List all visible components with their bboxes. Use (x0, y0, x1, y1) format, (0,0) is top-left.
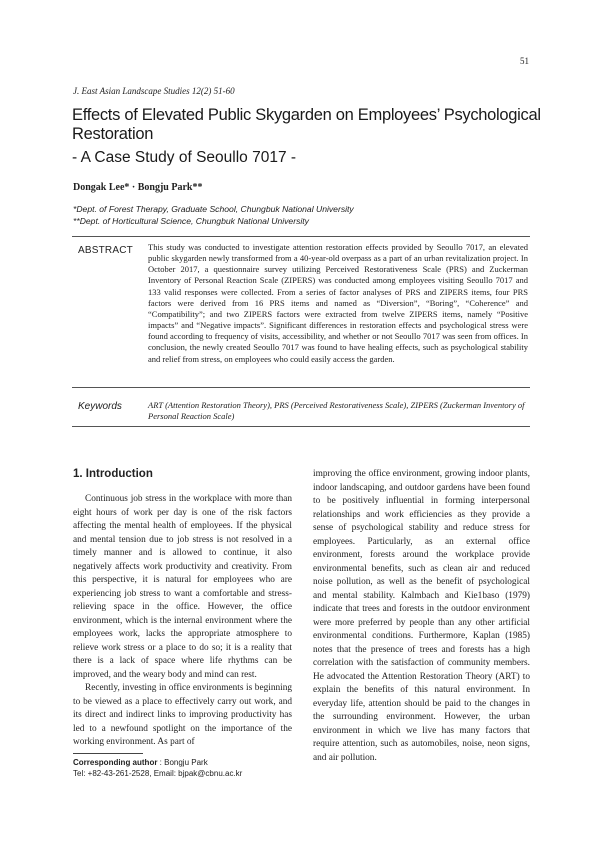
corresponding-name: : Bongju Park (157, 758, 208, 767)
body-paragraph: Recently, investing in office environments is beginning to be viewed as a place to effectively carry out work, and its direct and indirect links to improving productivity has led to a newfound spotlight on the importance of the working environment. As part of (73, 683, 292, 747)
paper-title: Effects of Elevated Public Skygarden on Employees’ Psychological Restoration (72, 106, 541, 143)
author-list: Dongak Lee* · Bongju Park** (73, 182, 203, 193)
abstract-text: This study was conducted to investigate attention restoration effects provided by Seoullo 7017, an elevated public skygarden newly transformed from a 40-year-old overpass as a part of an urban revitalization project. In October 2017, a questionnaire survey utilizing Perceived Restorativeness Scale (PRS) and Zuckerman Inventory of Personal Reaction Scale (ZIPERS) was conducted among employees visiting Seoullo 7017 and 133 valid responses were collected. From a series of factor analyses of PRS and ZIPERS items, four PRS factors were derived from 16 PRS items and named as “Diversion”, “Boring”, “Coherence” and “Compatibility”; and two ZIPERS factors were extracted from twelve ZIPERS items, namely “Positive impacts” and “Negative impacts”. Significant differences in restoration effects and psychological stress were found according to frequency of visits, accessibility, and whether or not Seoullo 7017 was seen from offices. In conclusion, the newly created Seoullo 7017 was found to have healing effects, such as psychological stability and relief from stress, on employees who could easily access the garden. (148, 242, 528, 364)
contact-info: Tel: +82-43-261-2528, Email: bjpak@cbnu.ac.kr (73, 769, 243, 778)
corresponding-label: Corresponding author (73, 758, 158, 767)
keywords-bottom-rule (72, 426, 530, 427)
corresponding-author (73, 758, 208, 767)
affiliation-2: **Dept. of Horticultural Science, Chungbuk National University (73, 216, 309, 226)
abstract-label: ABSTRACT (78, 245, 133, 256)
body-paragraph: Continuous job stress in the workplace with more than eight hours of work per day is one of the risk factors affecting the mental health of employees. If the physical and mental tension due to job stress is not resolved in a timely manner and is allowed to continue, it also negatively affects work productivity and creativity. From this perspective, it is natural for employees who are experiencing job stress to want a comfortable and stress-relieving space in the office. However, the office environment, which is the internal environment where the employees work, lacks the appropriate atmosphere to relieve work stress or a place to do so; it is a reality that there is a lack of space where life rhythms can be improved, and the weary body and mind can rest. (73, 494, 292, 680)
section-heading: 1. Introduction (73, 468, 153, 480)
keywords-text: ART (Attention Restoration Theory), PRS (Perceived Restorativeness Scale), ZIPERS (Zuckerman Inventory of Personal Reaction Scale) (148, 400, 525, 422)
paper-subtitle: - A Case Study of Seoullo 7017 - (72, 149, 297, 166)
body-column-left (73, 493, 292, 750)
body-column-right (313, 468, 530, 765)
affiliation-1: *Dept. of Forest Therapy, Graduate School, Chungbuk National University (73, 204, 354, 214)
footnote-rule (73, 753, 143, 754)
journal-citation: J. East Asian Landscape Studies 12(2) 51-60 (73, 86, 235, 96)
page-number: 51 (520, 56, 529, 66)
keywords-label: Keywords (78, 401, 122, 412)
abstract-top-rule (72, 236, 530, 237)
abstract-bottom-rule (72, 387, 530, 388)
body-paragraph: improving the office environment, growing indoor plants, indoor landscaping, and outdoor gardens have been found to be positively influential in forming interpersonal relationships and work efficiencies as they provide a sense of psychological stability and reduce stress for employees. Particularly, as an external office environment, forests around the workplace provide environmental benefits, such as clean air and reduced noise pollution, as well as the benefit of psychological and mental stability. Kalmbach and Kie1baso (1979) indicate that trees and forests in the outdoor environment were more preferred by people than any other artificial environmental conditions. Furthermore, Kaplan (1985) notes that the presence of trees and forests has a high correlation with the satisfaction of community members. He advocated the Attention Restoration Theory (ART) to explain the benefits of this natural environment. In everyday life, attention should be paid to the changes in the surrounding environment. However, the urban environment in which we live has many factors that require attention, such as automobiles, noise, neon signs, and air pollution. (313, 469, 530, 763)
